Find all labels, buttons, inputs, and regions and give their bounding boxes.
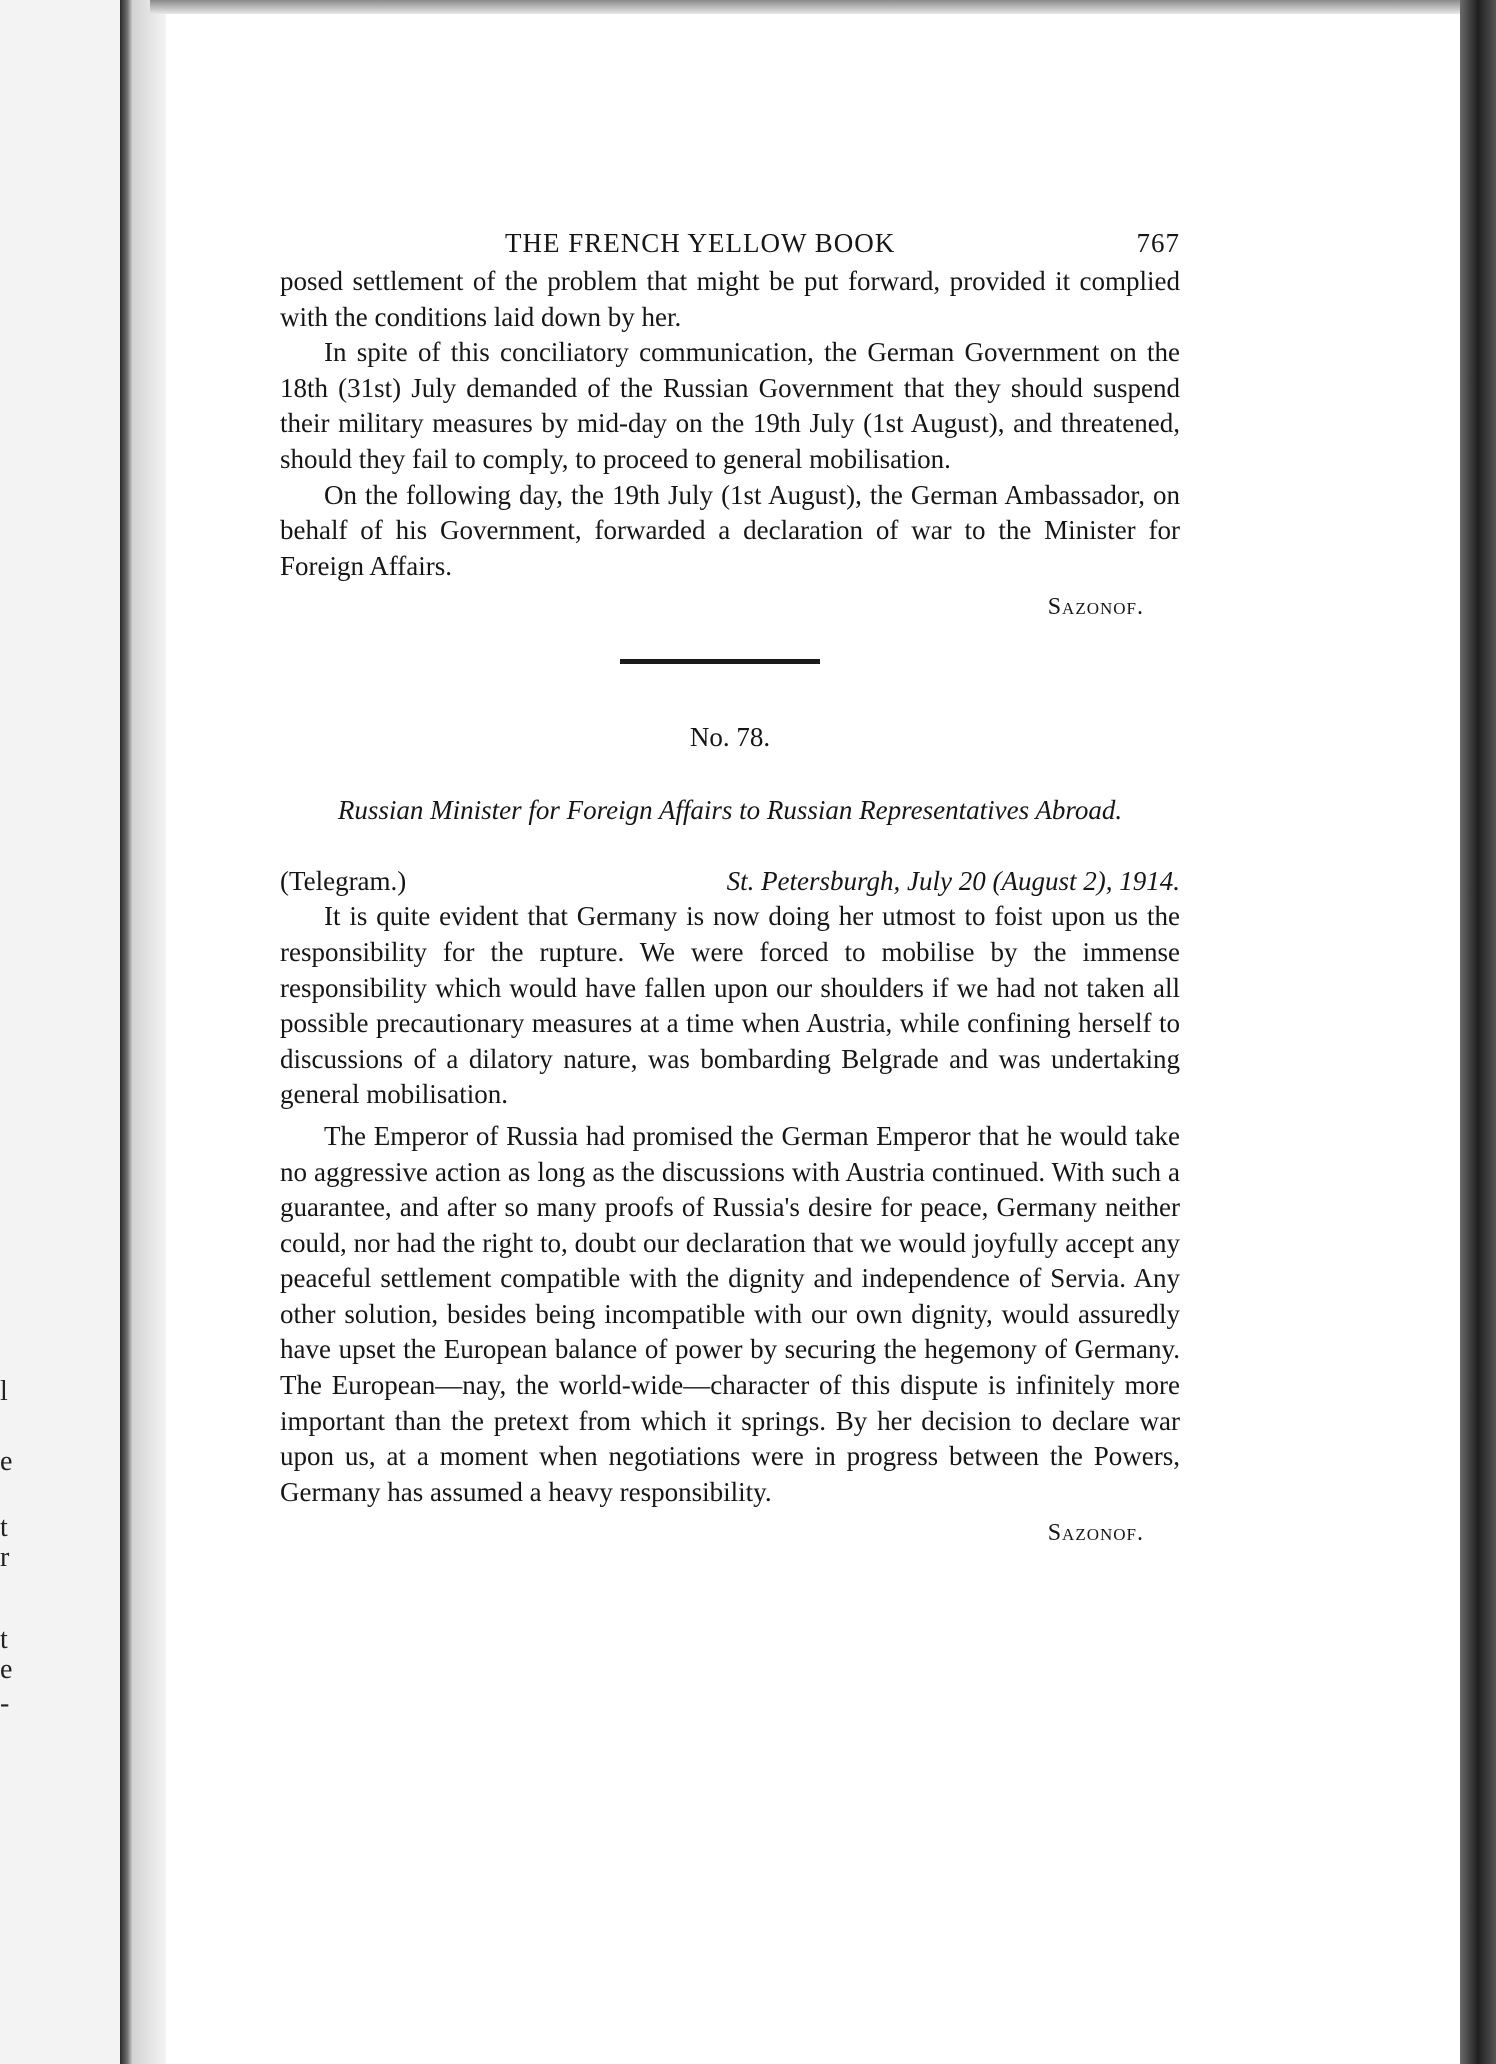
document-type: (Telegram.) [280, 866, 407, 897]
place-and-date: St. Petersburgh, July 20 (August 2), 1914. [726, 866, 1180, 897]
paragraph: In spite of this conciliatory communication, the German Government on the 18th (31st) July demanded of the Russian Government that they should suspend their military measures by mid-day on the 19th July (1st August), and threatened, should they fail to comply, to proceed to general mobilisation. [280, 337, 1180, 474]
facing-page-fragment: e [0, 1446, 13, 1477]
paragraph-continued: posed settlement of the problem that might be put forward, provided it complied with the conditions laid down by her. [280, 266, 1180, 332]
binding-shadow [120, 0, 132, 2064]
dateline [280, 864, 1180, 899]
running-head [280, 220, 1180, 264]
gutter [132, 0, 166, 2064]
facing-page-fragment: - [0, 1688, 10, 1719]
paragraph: On the following day, the 19th July (1st August), the German Ambassador, on behalf of his Government, forwarded a declaration of war to the Minister for Foreign Affairs. [280, 479, 1180, 581]
top-page-edge [150, 0, 1460, 14]
facing-page-fragment: t [0, 1512, 8, 1543]
signature: Sazonof. [1047, 1520, 1144, 1547]
right-page-edge [1460, 0, 1496, 2064]
page-number: 767 [1136, 228, 1180, 258]
book-page [280, 220, 1180, 1547]
facing-page-fragment: e [0, 1654, 13, 1685]
paragraph: The Emperor of Russia had promised the German Emperor that he would take no aggressive action as long as the discussions with Austria continued. With such a guarantee, and after so many proofs of Russia's desire for peace, Germany neither could, nor had the right to, doubt our declaration that we would joyfully accept any peaceful settlement compatible with the dignity and independence of Servia. Any other solution, besides being incompatible with our own dignity, would assuredly have upset the European balance of power by securing the hegemony of Germany. The European—nay, the world-wide—character of this dispute is infinitely more important than the pretext from which it springs. By her decision to declare war upon us, at a moment when negotiations were in progress between the Powers, Germany has assumed a heavy responsibility. [280, 1120, 1180, 1507]
previous-document [280, 264, 1180, 621]
paragraph: It is quite evident that Germany is now doing her utmost to foist upon us the responsibility for the rupture. We were forced to mobilise by the immense responsibility which would have fallen upon our shoulders if we had not taken all possible precautionary measures at a time when Austria, while confining herself to discussions of a dilatory nature, was bombarding Belgrade and was undertaking general mobilisation. [280, 901, 1180, 1110]
running-head-title: THE FRENCH YELLOW BOOK [505, 228, 896, 258]
document-heading: Russian Minister for Foreign Affairs to Russian Representatives Abroad. [337, 795, 1123, 826]
facing-page-fragment: r [0, 1542, 10, 1573]
document-number: No. 78. [689, 722, 771, 753]
signature: Sazonof. [1047, 594, 1144, 621]
facing-page-edge [0, 0, 120, 2064]
facing-page-fragment: l [0, 1376, 8, 1407]
facing-page-fragment: t [0, 1624, 8, 1655]
section-divider [620, 659, 820, 664]
